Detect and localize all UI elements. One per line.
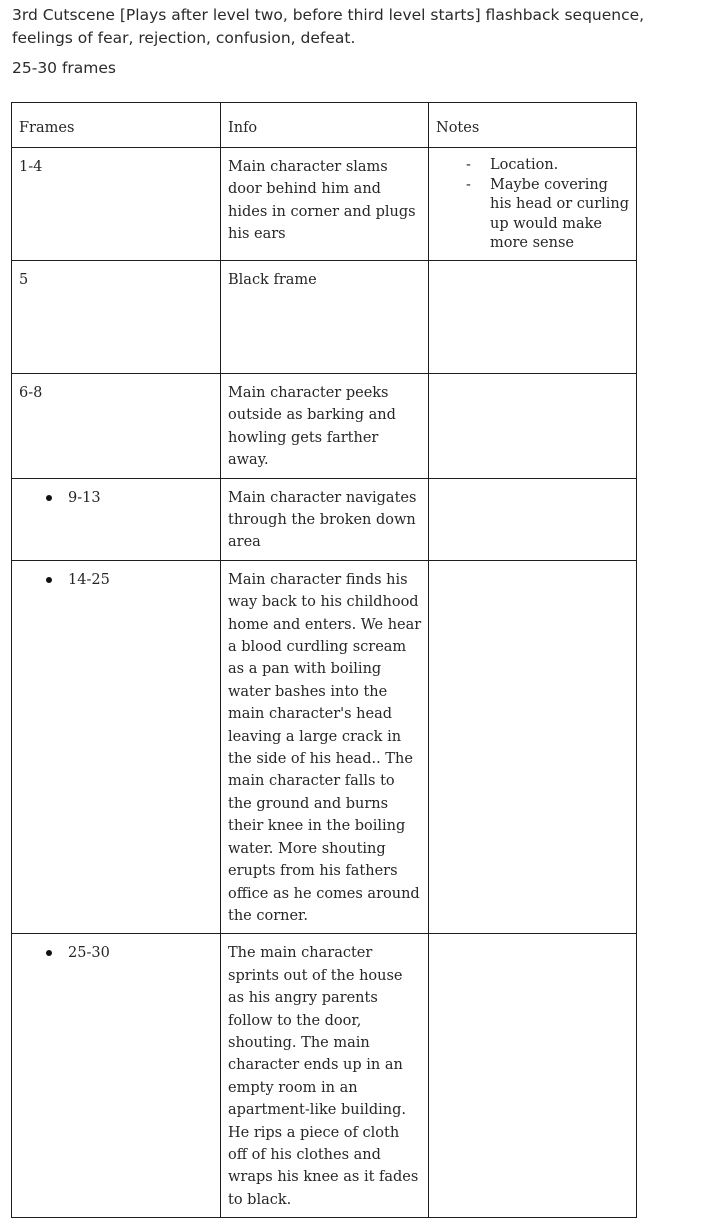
frames-cell — [12, 560, 221, 934]
document-heading: 3rd Cutscene [Plays after level two, before third level starts] flashback sequence, feelings of fear, rejection, confusion, defeat. — [12, 6, 645, 47]
table-row — [12, 934, 637, 1218]
info-cell: The main character sprints out of the house as his angry parents follow to the door, shouting. The main character ends up in an empty room in an apartment-like building. He rips a piece of cloth off of his clothes and wraps his knee as it fades to black. — [221, 934, 429, 1218]
frames-label: 9-13 — [68, 489, 101, 506]
header-frames: Frames — [12, 103, 221, 148]
bullet-icon — [46, 577, 52, 583]
table-row — [12, 260, 637, 373]
note-item: - Location. — [460, 156, 630, 176]
info-cell: Main character finds his way back to his childhood home and enters. We hear a blood curdling scream as a pan with boiling water bashes into the main character's head leaving a large crack in the side of his head.. The main character falls to the ground and burns their knee in the boiling water. More shouting erupts from his fathers office as he comes around the corner. — [221, 560, 429, 934]
bullet-icon — [46, 495, 52, 501]
info-cell: Main character peeks outside as barking and howling gets farther away. — [221, 373, 429, 478]
notes-cell — [429, 934, 637, 1218]
table-header-row — [12, 103, 637, 148]
info-cell: Black frame — [221, 260, 429, 373]
bullet-icon — [46, 950, 52, 956]
info-cell: Main character navigates through the broken down area — [221, 478, 429, 560]
frames-cell: 5 — [12, 260, 221, 373]
frames-label: 25-30 — [68, 945, 110, 962]
notes-cell — [429, 148, 637, 261]
frames-count: 25-30 frames — [12, 59, 117, 77]
info-cell: Main character slams door behind him and hides in corner and plugs his ears — [221, 148, 429, 261]
table-row — [12, 373, 637, 478]
frames-cell: 6-8 — [12, 373, 221, 478]
notes-cell — [429, 260, 637, 373]
frames-label: 14-25 — [68, 571, 110, 588]
notes-cell — [429, 560, 637, 934]
notes-cell — [429, 373, 637, 478]
frames-cell — [12, 934, 221, 1218]
note-item: - Maybe covering his head or curling up would make more sense — [460, 176, 630, 254]
header-info: Info — [221, 103, 429, 148]
notes-cell — [429, 478, 637, 560]
table-row — [12, 148, 637, 261]
table-row — [12, 560, 637, 934]
cutscene-table — [11, 102, 637, 1218]
table-row — [12, 478, 637, 560]
frames-cell: 1-4 — [12, 148, 221, 261]
header-notes: Notes — [429, 103, 637, 148]
frames-cell — [12, 478, 221, 560]
